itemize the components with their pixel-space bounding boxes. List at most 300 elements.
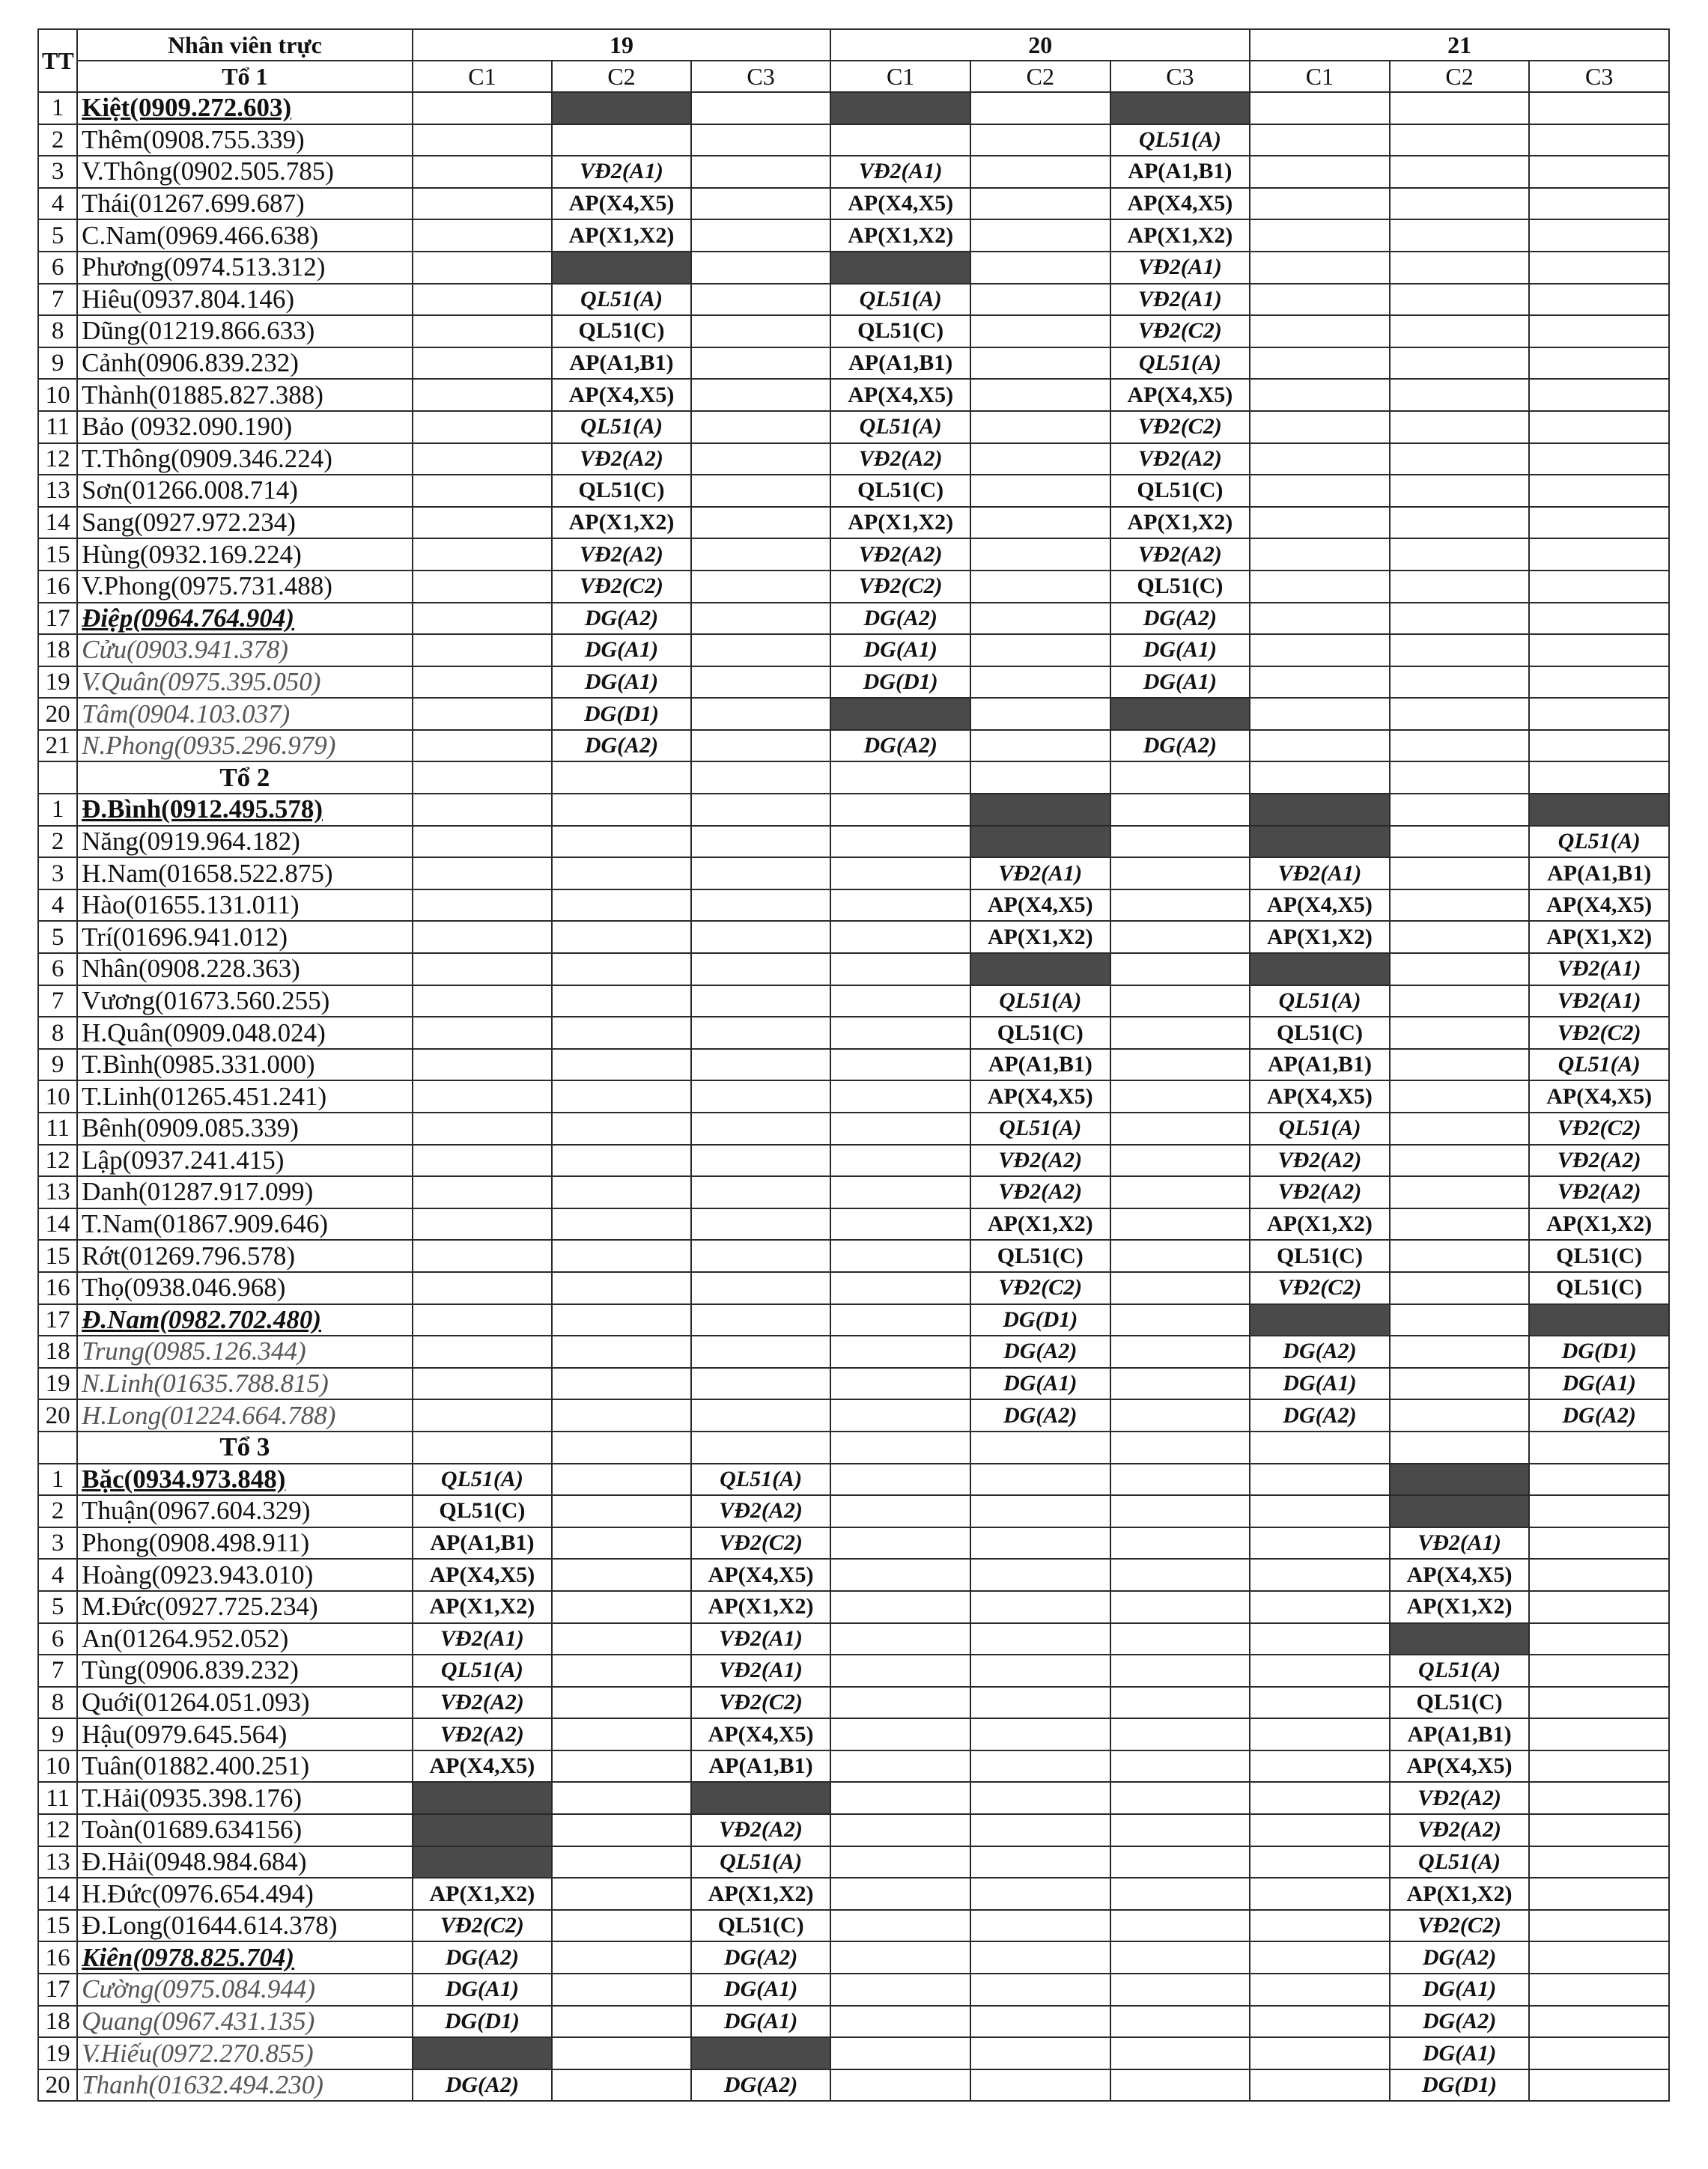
empty-cell bbox=[970, 475, 1110, 507]
staff-row bbox=[38, 1941, 1669, 1974]
assignment-cell: AP(X1,X2) bbox=[830, 219, 970, 252]
assignment-cell: QL51(A) bbox=[830, 284, 970, 316]
assignment-cell: VĐ2(A1) bbox=[1110, 252, 1250, 284]
staff-row bbox=[38, 794, 1669, 826]
empty-cell bbox=[1529, 219, 1669, 252]
staff-row bbox=[38, 475, 1669, 507]
staff-row bbox=[38, 857, 1669, 889]
empty-cell bbox=[1250, 1750, 1390, 1783]
staff-name: Hào(01655.131.011) bbox=[77, 889, 412, 922]
empty-cell bbox=[1390, 507, 1530, 539]
assignment-cell: AP(A1,B1) bbox=[413, 1527, 553, 1560]
row-number: 15 bbox=[38, 1240, 77, 1272]
assignment-cell: QL51(C) bbox=[970, 1240, 1110, 1272]
empty-cell bbox=[830, 826, 970, 858]
assignment-cell: QL51(A) bbox=[1529, 826, 1669, 858]
blocked-cell bbox=[1390, 1495, 1530, 1527]
row-number: 17 bbox=[38, 1304, 77, 1336]
empty-cell bbox=[1390, 794, 1530, 826]
empty-cell bbox=[1390, 1208, 1530, 1241]
empty-cell bbox=[691, 826, 831, 858]
empty-cell bbox=[552, 1336, 691, 1368]
blocked-cell bbox=[413, 1782, 553, 1814]
empty-cell bbox=[1250, 188, 1390, 220]
empty-cell bbox=[1390, 1017, 1530, 1049]
row-number: 13 bbox=[38, 475, 77, 507]
empty-cell bbox=[1110, 1432, 1250, 1464]
assignment-cell: VĐ2(A1) bbox=[1390, 1527, 1530, 1560]
empty-cell bbox=[970, 252, 1110, 284]
assignment-cell: AP(X4,X5) bbox=[552, 379, 691, 411]
empty-cell bbox=[413, 953, 553, 985]
blocked-cell bbox=[830, 698, 970, 730]
empty-cell bbox=[1390, 571, 1530, 603]
empty-cell bbox=[1250, 698, 1390, 730]
staff-name: T.Hải(0935.398.176) bbox=[77, 1782, 412, 1814]
empty-cell bbox=[1529, 2069, 1669, 2102]
staff-name: Tuân(01882.400.251) bbox=[77, 1750, 412, 1783]
row-number: 6 bbox=[38, 1623, 77, 1655]
empty-cell bbox=[970, 284, 1110, 316]
empty-cell bbox=[970, 1878, 1110, 1910]
empty-cell bbox=[691, 315, 831, 347]
empty-cell bbox=[1250, 571, 1390, 603]
blocked-cell bbox=[1390, 1623, 1530, 1655]
assignment-cell: AP(X1,X2) bbox=[1390, 1591, 1530, 1623]
assignment-cell: QL51(A) bbox=[1110, 124, 1250, 156]
empty-cell bbox=[413, 188, 553, 220]
empty-cell bbox=[1250, 1432, 1390, 1464]
empty-cell bbox=[1390, 698, 1530, 730]
empty-cell bbox=[1529, 188, 1669, 220]
empty-cell bbox=[1250, 761, 1390, 794]
empty-cell bbox=[1250, 156, 1390, 188]
blocked-cell bbox=[970, 794, 1110, 826]
assignment-cell: DG(A2) bbox=[970, 1336, 1110, 1368]
assignment-cell: AP(X4,X5) bbox=[1390, 1750, 1530, 1783]
empty-cell bbox=[1529, 1750, 1669, 1783]
assignment-cell: VĐ2(A2) bbox=[1250, 1176, 1390, 1208]
empty-cell bbox=[691, 730, 831, 762]
empty-cell bbox=[1250, 1910, 1390, 1942]
assignment-cell: VĐ2(C2) bbox=[1250, 1272, 1390, 1304]
blocked-cell bbox=[830, 92, 970, 124]
empty-cell bbox=[413, 1080, 553, 1113]
assignment-cell: QL51(C) bbox=[1250, 1240, 1390, 1272]
assignment-cell: AP(X1,X2) bbox=[1529, 1208, 1669, 1241]
staff-row bbox=[38, 1304, 1669, 1336]
empty-cell bbox=[691, 507, 831, 539]
empty-cell bbox=[691, 1368, 831, 1400]
empty-cell bbox=[1390, 1113, 1530, 1145]
empty-cell bbox=[1529, 92, 1669, 124]
empty-cell bbox=[1390, 379, 1530, 411]
assignment-cell: VĐ2(C2) bbox=[1529, 1017, 1669, 1049]
empty-cell bbox=[1110, 1208, 1250, 1241]
assignment-cell: VĐ2(A1) bbox=[830, 156, 970, 188]
empty-cell bbox=[1390, 1049, 1530, 1081]
empty-cell bbox=[970, 315, 1110, 347]
staff-row bbox=[38, 889, 1669, 922]
staff-row bbox=[38, 1846, 1669, 1879]
staff-name: Phong(0908.498.911) bbox=[77, 1527, 412, 1560]
empty-cell bbox=[413, 1176, 553, 1208]
empty-cell bbox=[1110, 1623, 1250, 1655]
staff-row bbox=[38, 1176, 1669, 1208]
assignment-cell: VĐ2(C2) bbox=[1110, 315, 1250, 347]
empty-cell bbox=[1529, 1464, 1669, 1496]
staff-name: Điệp(0964.764.904) bbox=[77, 603, 412, 635]
empty-cell bbox=[970, 1655, 1110, 1687]
assignment-cell: AP(X4,X5) bbox=[552, 188, 691, 220]
shift-header: C3 bbox=[691, 61, 831, 92]
empty-cell bbox=[1390, 188, 1530, 220]
empty-cell bbox=[970, 411, 1110, 443]
empty-cell bbox=[552, 857, 691, 889]
empty-cell bbox=[1110, 1655, 1250, 1687]
assignment-cell: AP(X1,X2) bbox=[1250, 1208, 1390, 1241]
row-number: 19 bbox=[38, 2037, 77, 2069]
empty-cell bbox=[970, 1941, 1110, 1974]
empty-cell bbox=[413, 411, 553, 443]
assignment-cell: AP(X4,X5) bbox=[1250, 889, 1390, 922]
empty-cell bbox=[1390, 1272, 1530, 1304]
assignment-cell: VĐ2(A2) bbox=[1390, 1782, 1530, 1814]
empty-cell bbox=[1390, 1368, 1530, 1400]
staff-name: H.Quân(0909.048.024) bbox=[77, 1017, 412, 1049]
empty-cell bbox=[552, 1623, 691, 1655]
row-number: 12 bbox=[38, 443, 77, 475]
empty-cell bbox=[830, 1176, 970, 1208]
empty-cell bbox=[1250, 603, 1390, 635]
blocked-cell bbox=[970, 826, 1110, 858]
blocked-cell bbox=[691, 1782, 831, 1814]
assignment-cell: DG(A2) bbox=[413, 1941, 553, 1974]
assignment-cell: QL51(C) bbox=[1529, 1240, 1669, 1272]
staff-row bbox=[38, 1336, 1669, 1368]
empty-cell bbox=[413, 826, 553, 858]
empty-cell bbox=[1110, 2037, 1250, 2069]
row-number: 11 bbox=[38, 1113, 77, 1145]
staff-name: Nhân(0908.228.363) bbox=[77, 953, 412, 985]
assignment-cell: VĐ2(C2) bbox=[691, 1687, 831, 1719]
blocked-cell bbox=[1250, 794, 1390, 826]
empty-cell bbox=[970, 1464, 1110, 1496]
empty-cell bbox=[830, 2069, 970, 2102]
empty-cell bbox=[552, 2037, 691, 2069]
staff-row bbox=[38, 730, 1669, 762]
empty-cell bbox=[970, 443, 1110, 475]
staff-name: M.Đức(0927.725.234) bbox=[77, 1591, 412, 1623]
empty-cell bbox=[1250, 1464, 1390, 1496]
empty-cell bbox=[970, 379, 1110, 411]
row-number: 17 bbox=[38, 603, 77, 635]
empty-cell bbox=[1529, 1814, 1669, 1846]
empty-cell bbox=[691, 603, 831, 635]
empty-cell bbox=[1390, 347, 1530, 380]
empty-cell bbox=[1110, 1080, 1250, 1113]
empty-cell bbox=[691, 1272, 831, 1304]
assignment-cell: QL51(C) bbox=[1390, 1687, 1530, 1719]
staff-row bbox=[38, 347, 1669, 380]
blocked-cell bbox=[552, 252, 691, 284]
empty-cell bbox=[1110, 1878, 1250, 1910]
assignment-cell: AP(X4,X5) bbox=[1529, 889, 1669, 922]
empty-cell bbox=[1529, 1941, 1669, 1974]
empty-cell bbox=[413, 698, 553, 730]
staff-name: An(01264.952.052) bbox=[77, 1623, 412, 1655]
empty-cell bbox=[1529, 698, 1669, 730]
empty-cell bbox=[691, 1113, 831, 1145]
empty-cell bbox=[830, 857, 970, 889]
staff-row bbox=[38, 2069, 1669, 2102]
empty-cell bbox=[1390, 953, 1530, 985]
staff-name: Bặc(0934.973.848) bbox=[77, 1464, 412, 1496]
assignment-cell: AP(X4,X5) bbox=[413, 1559, 553, 1591]
empty-cell bbox=[830, 1591, 970, 1623]
row-number: 3 bbox=[38, 1527, 77, 1560]
empty-cell bbox=[1250, 219, 1390, 252]
staff-name: Cửu(0903.941.378) bbox=[77, 634, 412, 666]
empty-cell bbox=[970, 1495, 1110, 1527]
empty-cell bbox=[970, 1432, 1110, 1464]
empty-cell bbox=[413, 1399, 553, 1432]
row-number: 15 bbox=[38, 1910, 77, 1942]
assignment-cell: AP(X1,X2) bbox=[691, 1878, 831, 1910]
assignment-cell: QL51(A) bbox=[970, 985, 1110, 1017]
day-header: 21 bbox=[1250, 29, 1669, 61]
empty-cell bbox=[552, 1814, 691, 1846]
empty-cell bbox=[691, 411, 831, 443]
assignment-cell: AP(X1,X2) bbox=[970, 1208, 1110, 1241]
empty-cell bbox=[830, 2037, 970, 2069]
staff-name: Đ.Bình(0912.495.578) bbox=[77, 794, 412, 826]
empty-cell bbox=[830, 1336, 970, 1368]
empty-cell bbox=[1529, 634, 1669, 666]
assignment-cell: QL51(C) bbox=[552, 315, 691, 347]
empty-cell bbox=[552, 1687, 691, 1719]
empty-cell bbox=[970, 219, 1110, 252]
empty-cell bbox=[1529, 1432, 1669, 1464]
empty-cell bbox=[552, 1527, 691, 1560]
assignment-cell: DG(A1) bbox=[1390, 1974, 1530, 2006]
assignment-cell: QL51(A) bbox=[691, 1464, 831, 1496]
assignment-cell: QL51(C) bbox=[830, 315, 970, 347]
assignment-cell: VĐ2(A2) bbox=[552, 538, 691, 571]
empty-cell bbox=[1529, 284, 1669, 316]
empty-cell bbox=[1110, 826, 1250, 858]
row-number: 3 bbox=[38, 156, 77, 188]
staff-name: Bảo (0932.090.190) bbox=[77, 411, 412, 443]
empty-cell bbox=[1529, 252, 1669, 284]
assignment-cell: VĐ2(A2) bbox=[1110, 443, 1250, 475]
assignment-cell: VĐ2(A2) bbox=[970, 1145, 1110, 1177]
empty-cell bbox=[1390, 1176, 1530, 1208]
empty-cell bbox=[691, 188, 831, 220]
assignment-cell: DG(D1) bbox=[1390, 2069, 1530, 2102]
empty-cell bbox=[1110, 794, 1250, 826]
row-number: 20 bbox=[38, 1399, 77, 1432]
assignment-cell: DG(D1) bbox=[413, 2006, 553, 2038]
staff-row bbox=[38, 1559, 1669, 1591]
row-number: 15 bbox=[38, 538, 77, 571]
row-number: 12 bbox=[38, 1814, 77, 1846]
assignment-cell: QL51(A) bbox=[1110, 347, 1250, 380]
empty-cell bbox=[691, 921, 831, 953]
staff-row bbox=[38, 826, 1669, 858]
blocked-cell bbox=[830, 252, 970, 284]
row-number: 16 bbox=[38, 1941, 77, 1974]
empty-cell bbox=[1529, 730, 1669, 762]
empty-cell bbox=[413, 1368, 553, 1400]
empty-cell bbox=[970, 1527, 1110, 1560]
assignment-cell: VĐ2(C2) bbox=[830, 571, 970, 603]
empty-cell bbox=[691, 124, 831, 156]
row-number: 6 bbox=[38, 252, 77, 284]
assignment-cell: DG(A1) bbox=[691, 1974, 831, 2006]
empty-cell bbox=[552, 1910, 691, 1942]
empty-cell bbox=[1529, 1495, 1669, 1527]
empty-cell bbox=[413, 156, 553, 188]
empty-cell bbox=[691, 794, 831, 826]
row-number: 13 bbox=[38, 1176, 77, 1208]
assignment-cell: AP(X1,X2) bbox=[970, 921, 1110, 953]
empty-cell bbox=[1250, 634, 1390, 666]
group-number-cell bbox=[38, 761, 77, 794]
assignment-cell: QL51(C) bbox=[830, 475, 970, 507]
empty-cell bbox=[552, 1750, 691, 1783]
roster-body bbox=[38, 29, 1669, 2101]
empty-cell bbox=[830, 985, 970, 1017]
assignment-cell: QL51(C) bbox=[1110, 571, 1250, 603]
empty-cell bbox=[830, 1399, 970, 1432]
assignment-cell: AP(X4,X5) bbox=[970, 889, 1110, 922]
empty-cell bbox=[970, 1910, 1110, 1942]
empty-cell bbox=[1110, 1527, 1250, 1560]
row-number: 21 bbox=[38, 730, 77, 762]
blocked-cell bbox=[1529, 1304, 1669, 1336]
blocked-cell bbox=[970, 953, 1110, 985]
staff-name: T.Bình(0985.331.000) bbox=[77, 1049, 412, 1081]
staff-row bbox=[38, 219, 1669, 252]
empty-cell bbox=[1529, 761, 1669, 794]
row-number: 19 bbox=[38, 666, 77, 699]
assignment-cell: DG(D1) bbox=[1529, 1336, 1669, 1368]
empty-cell bbox=[1390, 92, 1530, 124]
assignment-cell: QL51(C) bbox=[1529, 1272, 1669, 1304]
empty-cell bbox=[1529, 571, 1669, 603]
staff-name: C.Nam(0969.466.638) bbox=[77, 219, 412, 252]
empty-cell bbox=[1529, 1623, 1669, 1655]
staff-name: Danh(01287.917.099) bbox=[77, 1176, 412, 1208]
empty-cell bbox=[552, 1017, 691, 1049]
blocked-cell bbox=[1250, 953, 1390, 985]
assignment-cell: DG(A2) bbox=[1250, 1399, 1390, 1432]
empty-cell bbox=[830, 1272, 970, 1304]
row-number: 18 bbox=[38, 2006, 77, 2038]
empty-cell bbox=[830, 1464, 970, 1496]
empty-cell bbox=[1529, 538, 1669, 571]
assignment-cell: VĐ2(A2) bbox=[413, 1718, 553, 1750]
empty-cell bbox=[413, 538, 553, 571]
empty-cell bbox=[552, 826, 691, 858]
assignment-cell: DG(A2) bbox=[691, 1941, 831, 1974]
empty-cell bbox=[413, 1208, 553, 1241]
empty-cell bbox=[1250, 1878, 1390, 1910]
empty-cell bbox=[830, 1559, 970, 1591]
assignment-cell: VĐ2(A1) bbox=[970, 857, 1110, 889]
empty-cell bbox=[413, 219, 553, 252]
shift-header: C1 bbox=[1250, 61, 1390, 92]
row-number: 1 bbox=[38, 92, 77, 124]
empty-cell bbox=[1390, 443, 1530, 475]
assignment-cell: DG(A1) bbox=[552, 634, 691, 666]
assignment-cell: AP(X1,X2) bbox=[1110, 219, 1250, 252]
empty-cell bbox=[691, 347, 831, 380]
empty-cell bbox=[970, 156, 1110, 188]
assignment-cell: DG(A1) bbox=[1529, 1368, 1669, 1400]
staff-row bbox=[38, 1591, 1669, 1623]
empty-cell bbox=[552, 124, 691, 156]
assignment-cell: AP(X4,X5) bbox=[413, 1750, 553, 1783]
row-number: 8 bbox=[38, 315, 77, 347]
group-number-cell bbox=[38, 1432, 77, 1464]
empty-cell bbox=[1529, 1910, 1669, 1942]
empty-cell bbox=[691, 634, 831, 666]
staff-name: Quới(01264.051.093) bbox=[77, 1687, 412, 1719]
row-number: 1 bbox=[38, 794, 77, 826]
staff-row bbox=[38, 507, 1669, 539]
empty-cell bbox=[830, 761, 970, 794]
staff-name: Cảnh(0906.839.232) bbox=[77, 347, 412, 380]
empty-cell bbox=[1390, 156, 1530, 188]
assignment-cell: AP(X4,X5) bbox=[1110, 188, 1250, 220]
assignment-cell: QL51(A) bbox=[552, 411, 691, 443]
blocked-cell bbox=[413, 1814, 553, 1846]
assignment-cell: QL51(C) bbox=[970, 1017, 1110, 1049]
empty-cell bbox=[691, 889, 831, 922]
row-number: 13 bbox=[38, 1846, 77, 1879]
assignment-cell: QL51(A) bbox=[552, 284, 691, 316]
row-number: 16 bbox=[38, 1272, 77, 1304]
empty-cell bbox=[1110, 1304, 1250, 1336]
empty-cell bbox=[552, 1399, 691, 1432]
empty-cell bbox=[413, 124, 553, 156]
assignment-cell: DG(A1) bbox=[1110, 666, 1250, 699]
empty-cell bbox=[413, 1240, 553, 1272]
empty-cell bbox=[1110, 985, 1250, 1017]
empty-cell bbox=[1250, 1495, 1390, 1527]
group-header-row bbox=[38, 761, 1669, 794]
empty-cell bbox=[413, 284, 553, 316]
empty-cell bbox=[413, 1336, 553, 1368]
empty-cell bbox=[552, 1240, 691, 1272]
empty-cell bbox=[1110, 857, 1250, 889]
assignment-cell: QL51(A) bbox=[1250, 985, 1390, 1017]
staff-name: Kiên(0978.825.704) bbox=[77, 1941, 412, 1974]
staff-row bbox=[38, 538, 1669, 571]
empty-cell bbox=[1110, 1336, 1250, 1368]
assignment-cell: QL51(C) bbox=[1110, 475, 1250, 507]
empty-cell bbox=[1250, 1814, 1390, 1846]
group-header-row bbox=[38, 1432, 1669, 1464]
row-number: 16 bbox=[38, 571, 77, 603]
staff-row bbox=[38, 1878, 1669, 1910]
empty-cell bbox=[970, 92, 1110, 124]
assignment-cell: DG(A1) bbox=[970, 1368, 1110, 1400]
staff-name: N.Linh(01635.788.815) bbox=[77, 1368, 412, 1400]
empty-cell bbox=[830, 1240, 970, 1272]
